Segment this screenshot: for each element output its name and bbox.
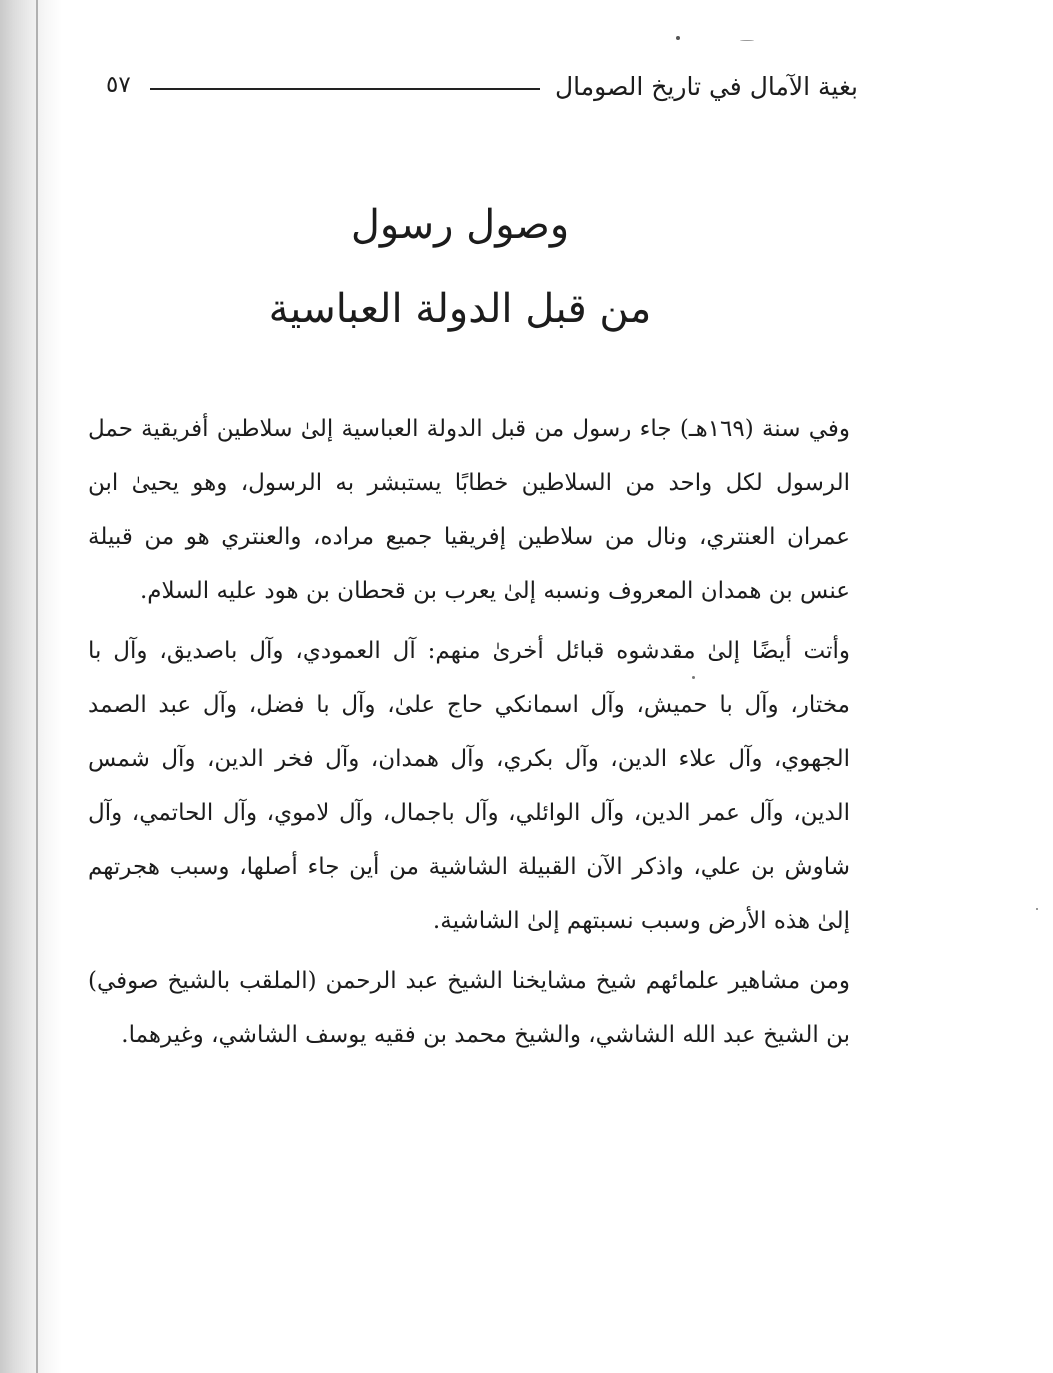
scan-speck [1036, 908, 1038, 910]
header-rule [150, 88, 540, 90]
page-spine-line [36, 0, 38, 1373]
scan-speck [676, 36, 680, 40]
scan-speck [740, 40, 754, 41]
page-spine-shadow [0, 0, 62, 1373]
section-title-line-1: وصول رسول [350, 202, 570, 248]
running-title: بغية الآمال في تاريخ الصومال [555, 72, 858, 101]
page-number: ٥٧ [106, 72, 131, 98]
page-header [106, 70, 858, 110]
paragraph: ومن مشاهير علمائهم شيخ مشايخنا الشيخ عبد الرحمن (الملقب بالشيخ صوفي) بن الشيخ عبد الله الشاشي، والشيخ محمد بن فقيه يوسف الشاشي، وغيرهما. [88, 968, 850, 1048]
body-text [88, 402, 850, 1068]
section-title-line-2: من قبل الدولة العباسية [268, 286, 652, 332]
paragraph: وأتت أيضًا إلىٰ مقدشوه قبائل أخرىٰ منهم: آل العمودي، وآل باصديق، وآل با مختار، وآل با حميش، وآل اسمانكي حاج علىٰ، وآل با فضل، وآل عبد الصمد الجهوي، وآل علاء الدين، وآل بكري، وآل همدان، وآل فخر الدين، وآل شمس الدين، وآل عمر الدين، وآل الوائلي، وآل باجمال، وآل لاموي، وآل الحاتمي، وآل شاوش بن علي، واذكر الآن القبيلة الشاشية من أين جاء أصلها، وسبب هجرتهم إلىٰ هذه الأرض وسبب نسبتهم إلىٰ الشاشية. [88, 638, 850, 934]
paragraph: وفي سنة (١٦٩هـ) جاء رسول من قبل الدولة العباسية إلىٰ سلاطين أفريقية حمل الرسول لكل واحد من السلاطين خطابًا يستبشر به الرسول، وهو يحيىٰ ابن عمران العنتري، ونال من سلاطين إفريقيا جميع مراده، والعنتري هو من قبيلة عنس بن همدان المعروف ونسبه إلىٰ يعرب بن قحطان بن هود عليه السلام. [88, 416, 850, 604]
